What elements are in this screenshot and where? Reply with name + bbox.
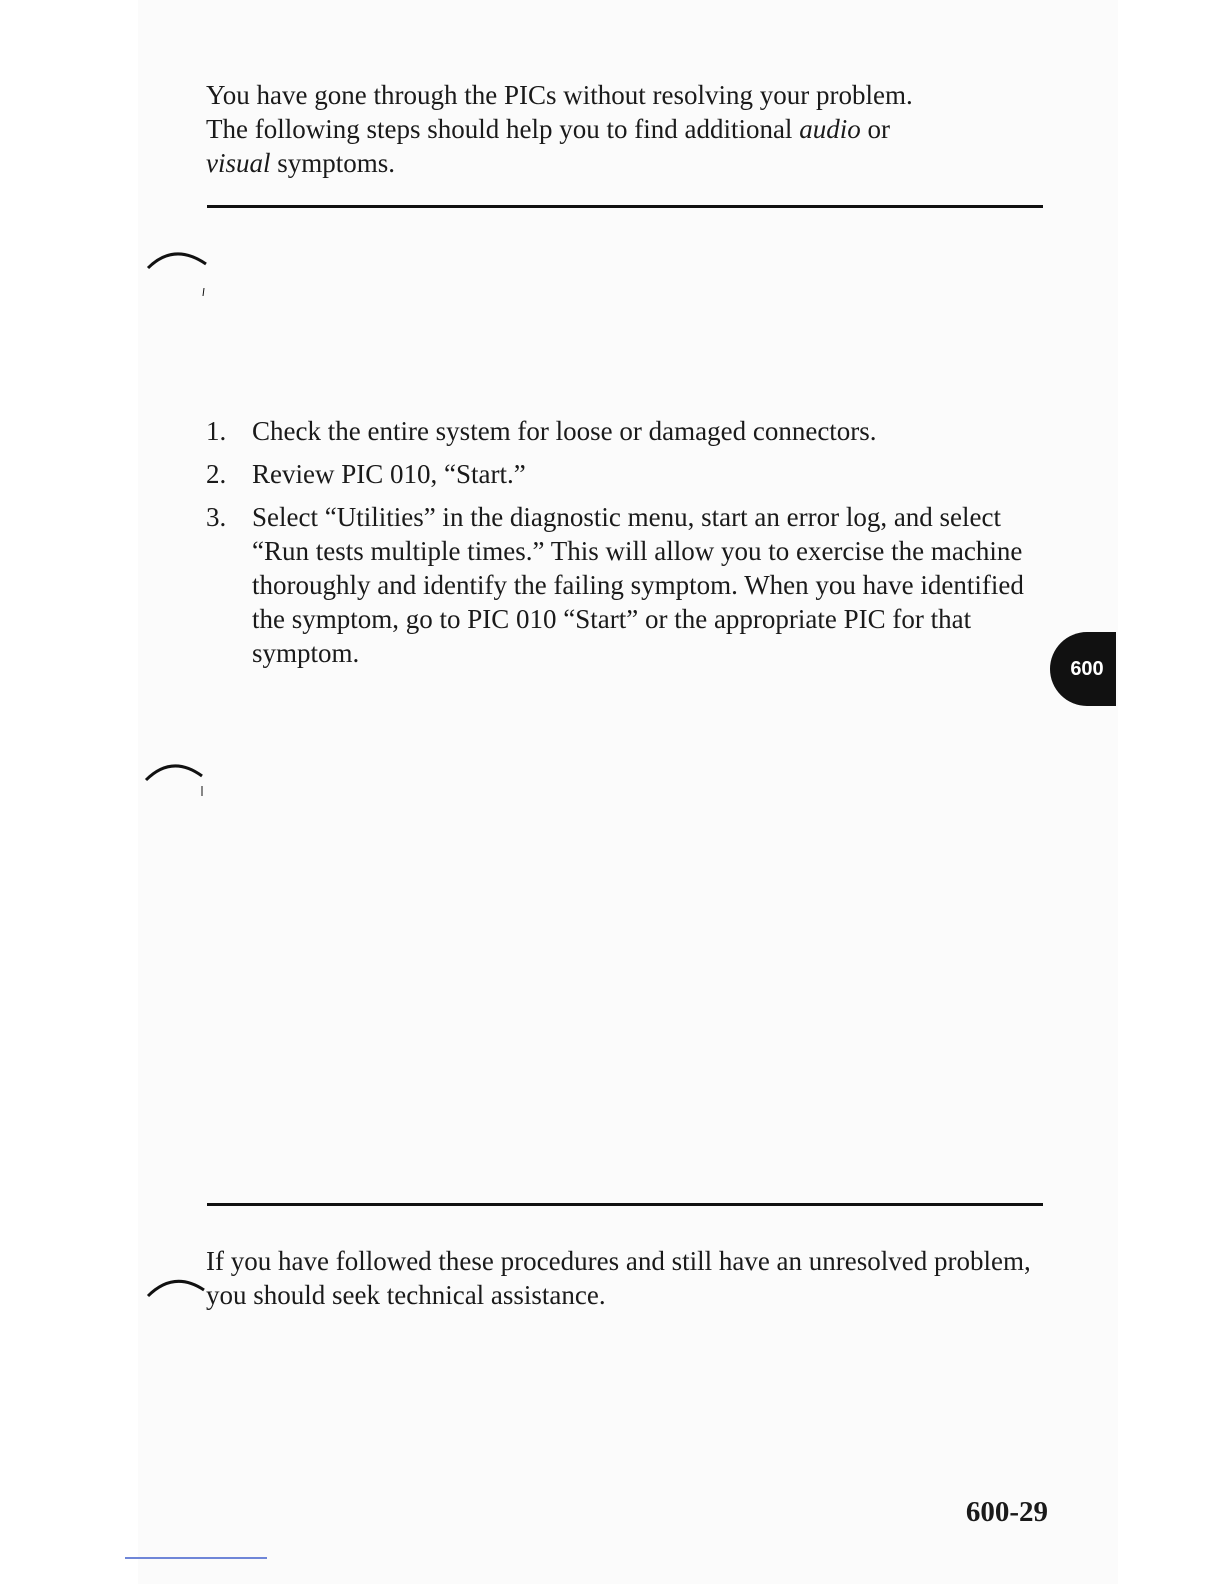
page-number: 600-29 xyxy=(965,1496,1048,1528)
binder-hole-mark-middle xyxy=(142,758,212,802)
section-tab-600: 600 xyxy=(1050,632,1116,706)
step-number: 2. xyxy=(206,459,227,489)
step-item xyxy=(206,457,1036,491)
visual-emphasis: visual xyxy=(206,148,271,178)
step-item xyxy=(206,414,1036,448)
page-background xyxy=(138,0,1118,1584)
step-number: 3. xyxy=(206,502,227,532)
step-text: Select “Utilities” in the diagnostic menu, start an error log, and select “Run tests multiple times.” This will allow you to exercise the machine thoroughly and identify the failing symptom. When you have identified the symptom, go to PIC 010 “Start” or the appropriate PIC for that symptom. xyxy=(252,502,1024,668)
intro-line-3: visual symptoms. xyxy=(206,148,396,178)
intro-line-1: You have gone through the PICs without resolving your problem. xyxy=(206,80,913,110)
step-number: 1. xyxy=(206,416,227,446)
binder-hole-mark-bottom xyxy=(144,1272,214,1308)
audio-emphasis: audio xyxy=(799,114,861,144)
step-item xyxy=(206,500,1036,670)
section-divider-top xyxy=(207,205,1043,208)
intro-line-2: The following steps should help you to find additional audio or xyxy=(206,114,890,144)
intro-paragraph xyxy=(206,78,1046,180)
closing-paragraph: If you have followed these procedures and still have an unresolved problem, you should seek technical assistance. xyxy=(206,1246,1031,1310)
steps-list xyxy=(206,414,1036,679)
step-text: Review PIC 010, “Start.” xyxy=(252,459,526,489)
step-text: Check the entire system for loose or damaged connectors. xyxy=(252,416,877,446)
section-divider-bottom xyxy=(207,1203,1043,1206)
binder-hole-mark-top xyxy=(144,244,214,300)
footer-line xyxy=(125,1557,267,1559)
